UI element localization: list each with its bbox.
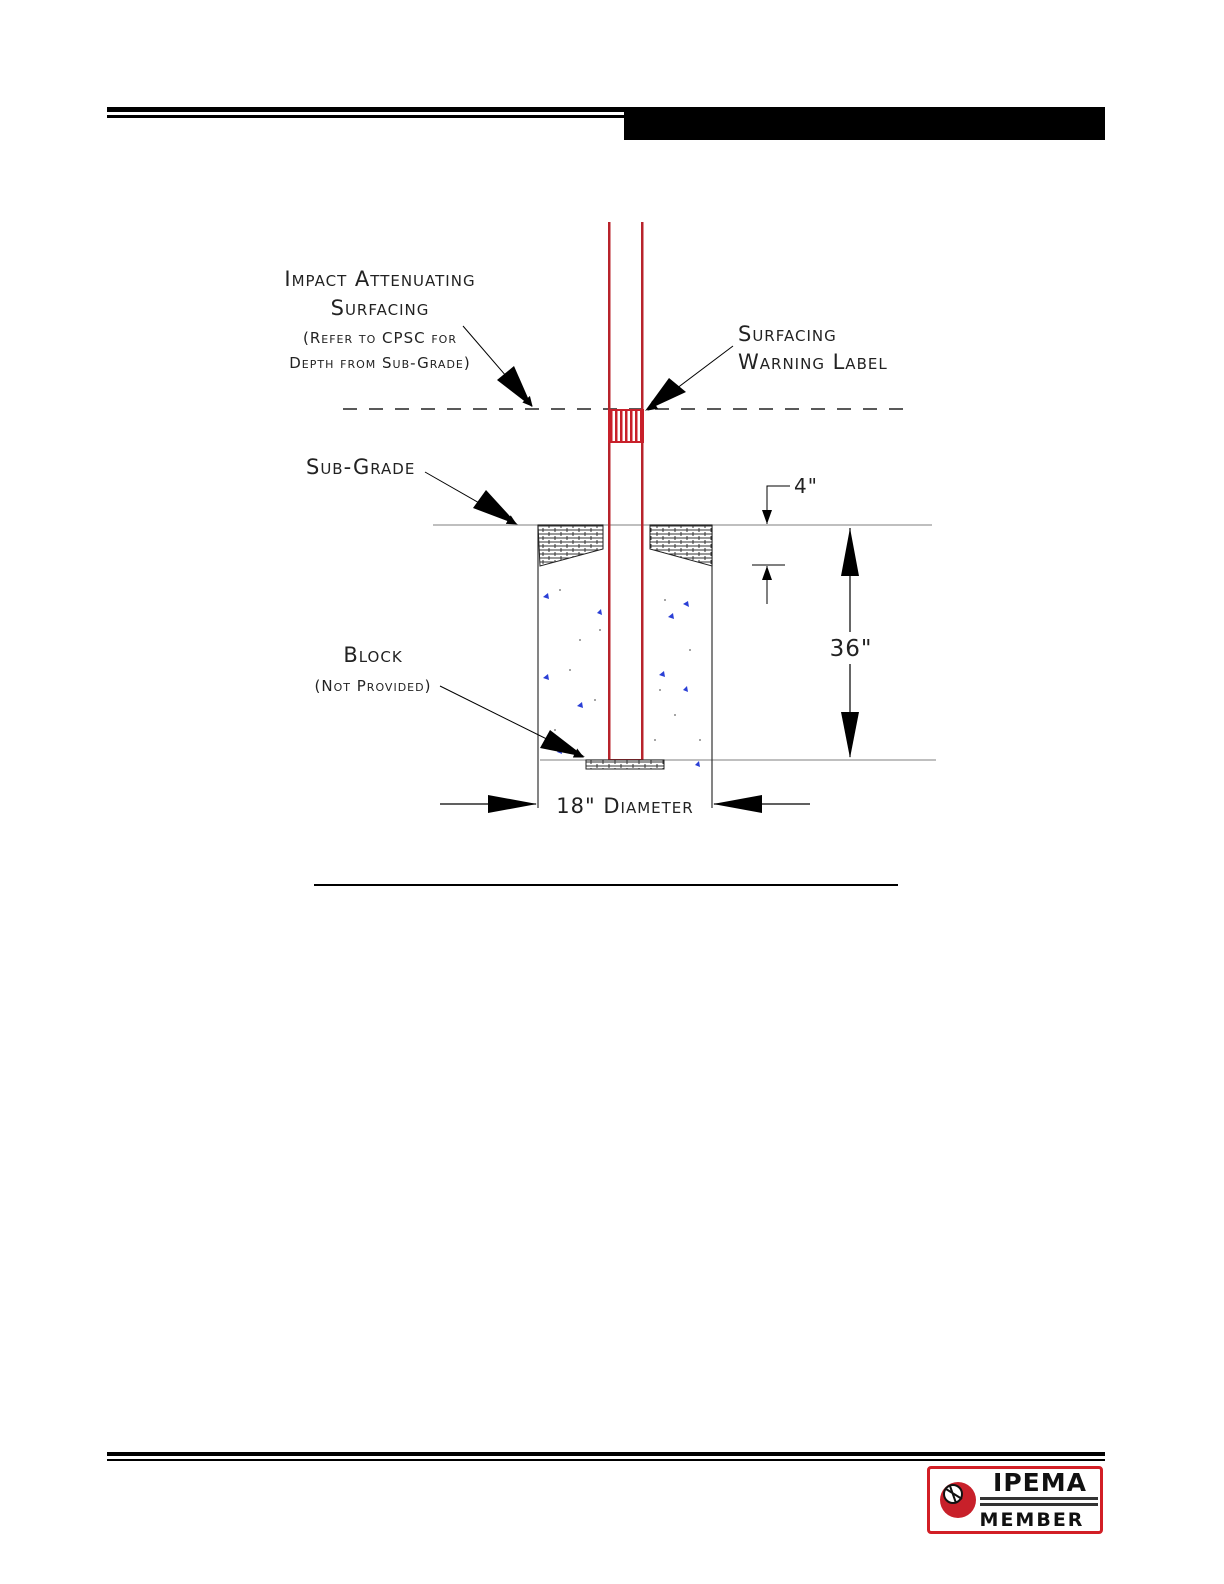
label-surfacing-line2: Surfacing	[330, 296, 430, 320]
post-right-wall	[641, 222, 644, 760]
dim-36-label: 36"	[829, 636, 873, 662]
support-block	[586, 760, 664, 769]
dim-36-upper-arrow	[841, 528, 859, 576]
arrowhead-block	[540, 730, 585, 757]
ipema-member-logo	[927, 1466, 1103, 1534]
label-block: Block	[343, 643, 403, 667]
label-surfacing-note1: (Refer to CPSC for	[303, 329, 457, 347]
subgrade-cap-right	[650, 525, 712, 566]
arrowhead-subgrade	[473, 490, 518, 525]
label-subgrade: Sub-Grade	[306, 455, 416, 479]
logo-ipema-text: IPEMA	[993, 1468, 1087, 1497]
subgrade-cap-left	[538, 525, 603, 566]
dim-4-top-arrow	[762, 510, 772, 524]
dim-4-bottom-arrow	[762, 566, 772, 580]
footer-rule	[107, 1452, 1105, 1456]
concrete-aggregate	[543, 593, 700, 767]
caption-rule	[314, 884, 898, 886]
arrowhead-warning	[645, 378, 686, 411]
label-surfacing-note2: Depth from Sub-Grade)	[289, 354, 471, 372]
concrete-fill	[554, 589, 701, 741]
logo-fine-print	[980, 1496, 1098, 1508]
dim-diameter-label: 18" Diameter	[556, 794, 694, 818]
dim-4-label: 4"	[794, 474, 818, 498]
dim-4-top-leader	[767, 486, 790, 524]
dim-36-lower-arrow	[841, 712, 859, 758]
dim-diameter-left-arrow	[488, 795, 537, 813]
dim-diameter-right-arrow	[713, 795, 762, 813]
logo-member-text: MEMBER	[979, 1509, 1085, 1531]
label-warning-line1: Surfacing	[738, 322, 837, 346]
footer-rule-thin	[107, 1459, 1105, 1461]
surfacing-warning-label	[609, 410, 643, 442]
label-block-note: (Not Provided)	[314, 677, 432, 695]
label-surfacing-line1: Impact Attenuating	[284, 267, 476, 291]
label-warning-line2: Warning Label	[738, 350, 888, 374]
post-left-wall	[608, 222, 611, 760]
